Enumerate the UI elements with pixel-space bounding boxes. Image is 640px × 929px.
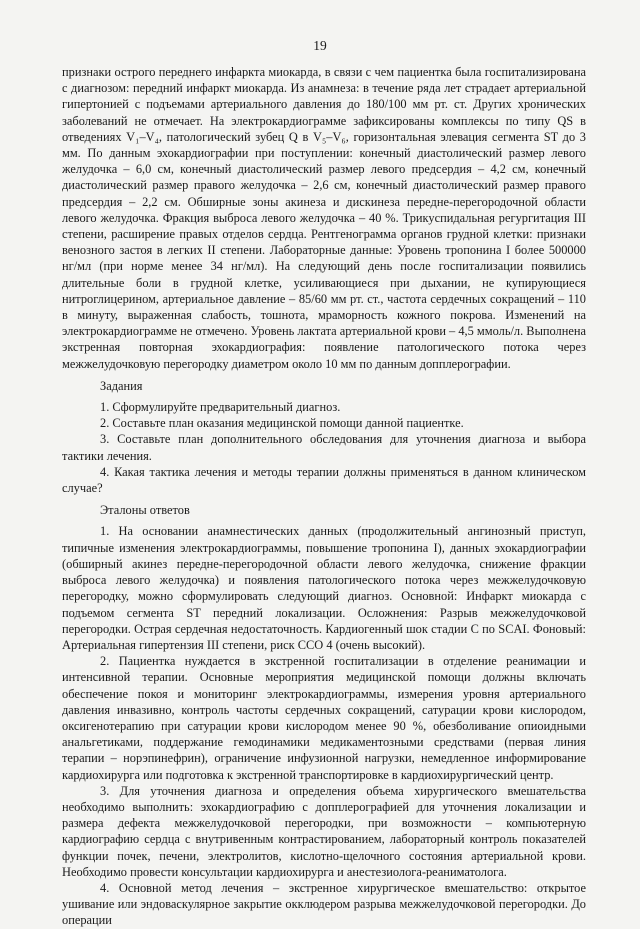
case-description: признаки острого переднего инфаркта миокарда, в связи с чем пациентка была госпитализирована с диагнозом: передний инфаркт миокарда. Из анамнеза: в течение ряда лет страдает артериальной гипертонией с подъемами артериального давления до 180/100 мм рт. ст. Других хронических заболеваний не отмечает. На электрокардиограмме зафиксированы комплексы по типу QS в отведениях V₁–V₄, патологический зубец Q в V₅–V₆, горизонтальная элевация сегмента ST до 3 мм. По данным эхокардиографии при поступлении: конечный диастолический размер левого желудочка – 6,0 см, конечный диастолический размер левого предсердия – 4,2 см, конечный диастолический размер правого желудочка – 2,6 см, конечный диастолический размер правого предсердия – 2,2 см. Обширные зоны акинеза и дискинеза передне-перегородочной области левого желудочка. Фракция выброса левого желудочка – 40 %. Трикуспидальная регургитация III степени, расширение правых отделов сердца. Рентгенограмма органов грудной клетки: признаки венозного застоя в легких II степени. Лабораторные данные: Уровень тропонина I более 500000 нг/мл (при норме менее 34 нг/мл). На следующий день после госпитализации появились длительные боли в грудной клетке, усиливающиеся при дыхании, не купирующиеся нитроглицерином, артериальное давление – 85/60 мм рт. ст., частота сердечных сокращений – 110 в минуту, выраженная слабость, тошнота, мраморность кожного покрова. Изменений на электрокардиограмме не отмечено. Уровень лактата артериальной крови – 4,5 ммоль/л. Выполнена экстренная повторная эхокардиография: появление патологического потока через межжелудочковую перегородку диаметром около 10 мм по данным допплерографии. (62, 65, 586, 371)
tasks-heading: Задания (100, 378, 143, 393)
page-content (62, 64, 586, 929)
task-item: 2. Составьте план оказания медицинской помощи данной пациентке. (100, 416, 464, 431)
task-item: 3. Составьте план дополнительного обследования для уточнения диагноза и выбора тактики лечения. (62, 432, 586, 463)
task-item: 4. Какая тактика лечения и методы терапии должны применяться в данном клиническом случае? (62, 464, 586, 496)
page-number: 19 (313, 38, 327, 53)
answer-item: 4. Основной метод лечения – экстренное хирургическое вмешательство: открытое ушивание или эндоваскулярное закрытие окклюдером разрыва межжелудочковой перегородки. До операции (62, 880, 586, 928)
task-item: 1. Сформулируйте предварительный диагноз. (100, 400, 341, 415)
answers-heading: Эталоны ответов (100, 503, 190, 518)
answer-item: 2. Пациентка нуждается в экстренной госпитализации в отделение реанимации и интенсивной терапии. Основные мероприятия медицинской помощи должны включать обеспечение покоя и мониторинг электрокардиограммы, измерения уровня артериального давления инвазивно, контроль частоты сердечных сокращений, сатурации крови кислородом, оксигенотерапию при сатурации крови кислородом менее 90 %, обезболивание опиоидными анальгетиками, поддержание гемодинамики медикаментозными средствами (первая линия терапии – норэпинефрин), ограничение инфузионной нагрузки, немедленное информирование кардиохирурга или подготовка к экстренной транспортировке в кардиохирургический центр. (62, 654, 586, 782)
answer-item: 1. На основании анамнестических данных (продолжительный ангинозный приступ, типичные изменения электрокардиограммы, повышение тропонина I), данных эхокардиографии (обширный акинез передне-перегородочной области левого желудочка, снижение фракции выброса левого желудочка) и появления патологического потока через межжелудочковую перегородку, можно сформулировать следующий диагноз. Основной: Инфаркт миокарда с подъемом сегмента ST передний локализации. Осложнения: Разрыв межжелудочковой перегородки. Острая сердечная недостаточность. Кардиогенный шок стадии С по SCAI. Фоновый: Артериальная гипертензия III степени, риск ССО 4 (очень высокий). (62, 524, 586, 652)
answer-item: 3. Для уточнения диагноза и определения объема хирургического вмешательства необходимо выполнить: эхокардиографию с допплерографией для уточнения локализации и размера дефекта межжелудочковой перегородки, при возможности – компьютерную кардиографию сердца с внутривенным контрастированием, лабораторный контроль показателей функции почек, печени, электролитов, кислотно-щелочного состояния артериальной крови. Необходимо провести консультации кардиохирурга и анестезиолога-реаниматолога. (62, 783, 586, 879)
